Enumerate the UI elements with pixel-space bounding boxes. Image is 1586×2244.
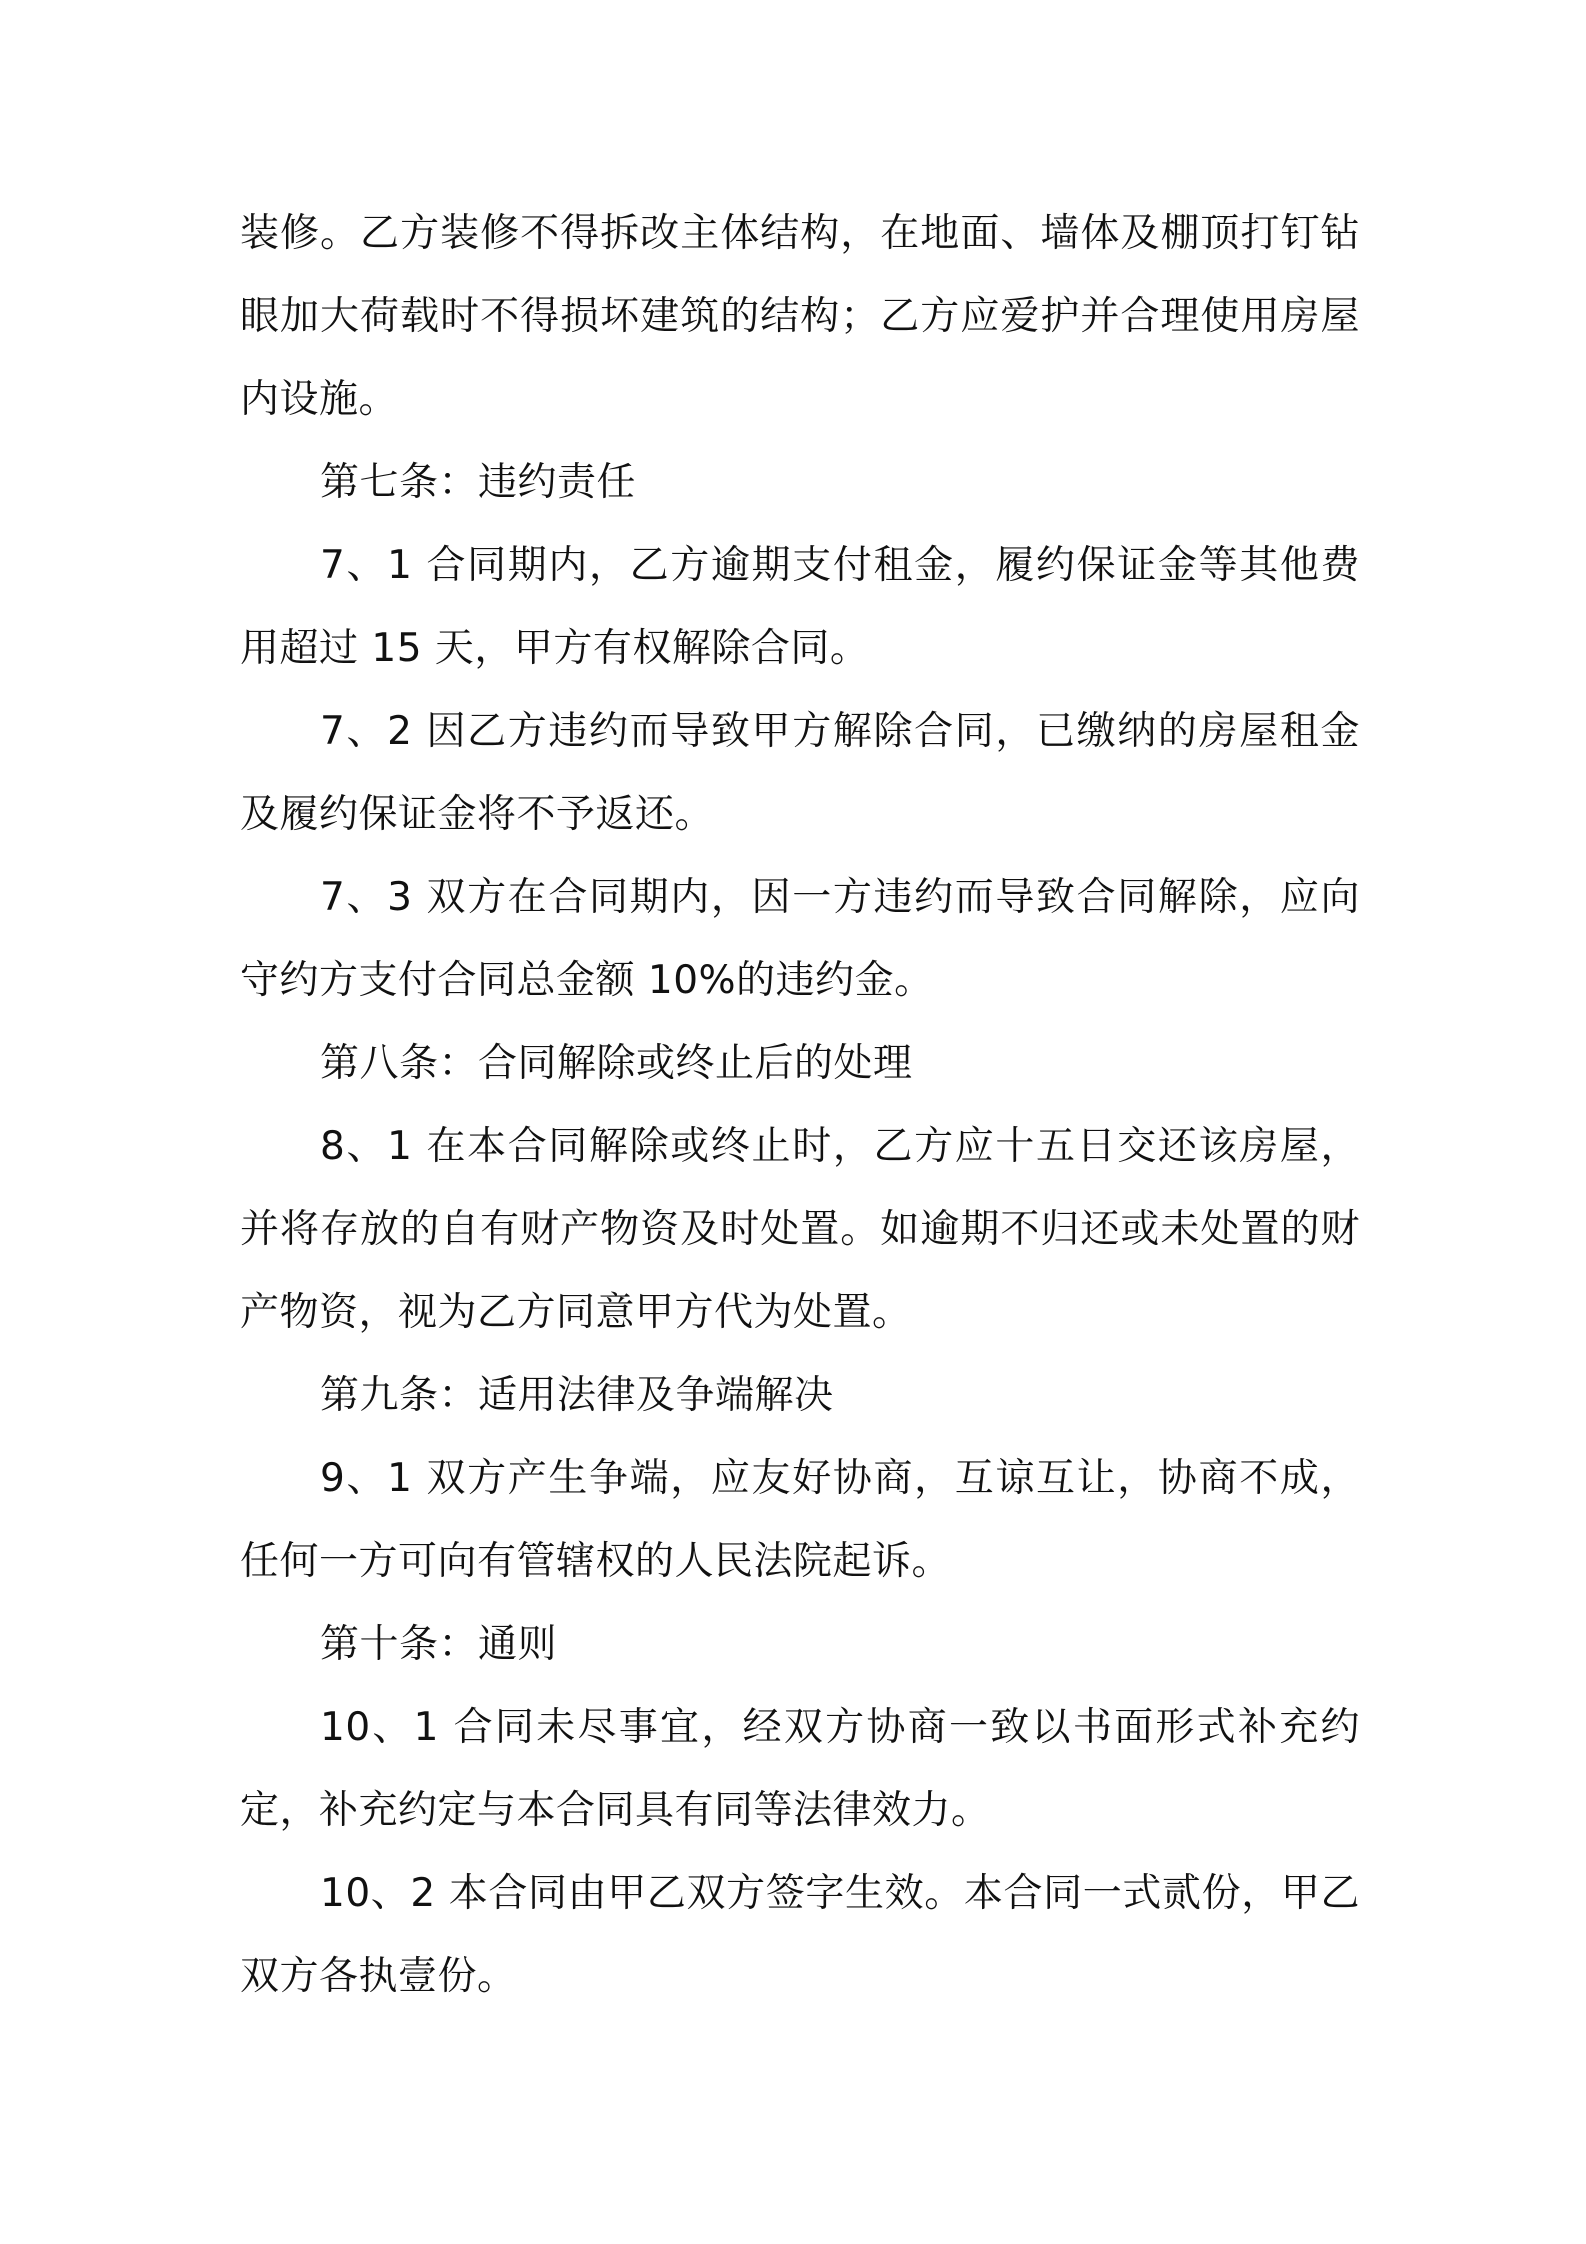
heading-article-9: 第九条：适用法律及争端解决 xyxy=(320,1373,834,1418)
clause-7-2: 7、2 因乙方违约而导致甲方解除合同，已缴纳的房屋租金及履约保证金将不予返还。 xyxy=(240,709,1360,837)
clause-10-2: 10、2 本合同由甲乙双方签字生效。本合同一式贰份，甲乙双方各执壹份。 xyxy=(240,1871,1360,1999)
heading-article-7: 第七条：违约责任 xyxy=(320,460,637,505)
clause-9-1: 9、1 双方产生争端，应友好协商，互谅互让，协商不成，任何一方可向有管辖权的人民法院起诉。 xyxy=(240,1456,1360,1584)
paragraph-decoration-clause: 装修。乙方装修不得拆改主体结构，在地面、墙体及棚顶打钉钻眼加大荷载时不得损坏建筑的结构；乙方应爱护并合理使用房屋内设施。 xyxy=(240,211,1360,422)
clause-7-3: 7、3 双方在合同期内，因一方违约而导致合同解除，应向守约方支付合同总金额 10%的违约金。 xyxy=(240,875,1360,1003)
clause-7-1: 7、1 合同期内，乙方逾期支付租金，履约保证金等其他费用超过 15 天，甲方有权解除合同。 xyxy=(240,543,1360,671)
clause-8-1: 8、1 在本合同解除或终止时，乙方应十五日交还该房屋，并将存放的自有财产物资及时处置。如逾期不归还或未处置的财产物资，视为乙方同意甲方代为处置。 xyxy=(240,1124,1360,1335)
heading-article-8: 第八条：合同解除或终止后的处理 xyxy=(320,1041,913,1086)
document-body xyxy=(240,192,1360,2018)
clause-10-1: 10、1 合同未尽事宜，经双方协商一致以书面形式补充约定，补充约定与本合同具有同等法律效力。 xyxy=(240,1705,1360,1833)
heading-article-10: 第十条：通则 xyxy=(320,1622,558,1667)
